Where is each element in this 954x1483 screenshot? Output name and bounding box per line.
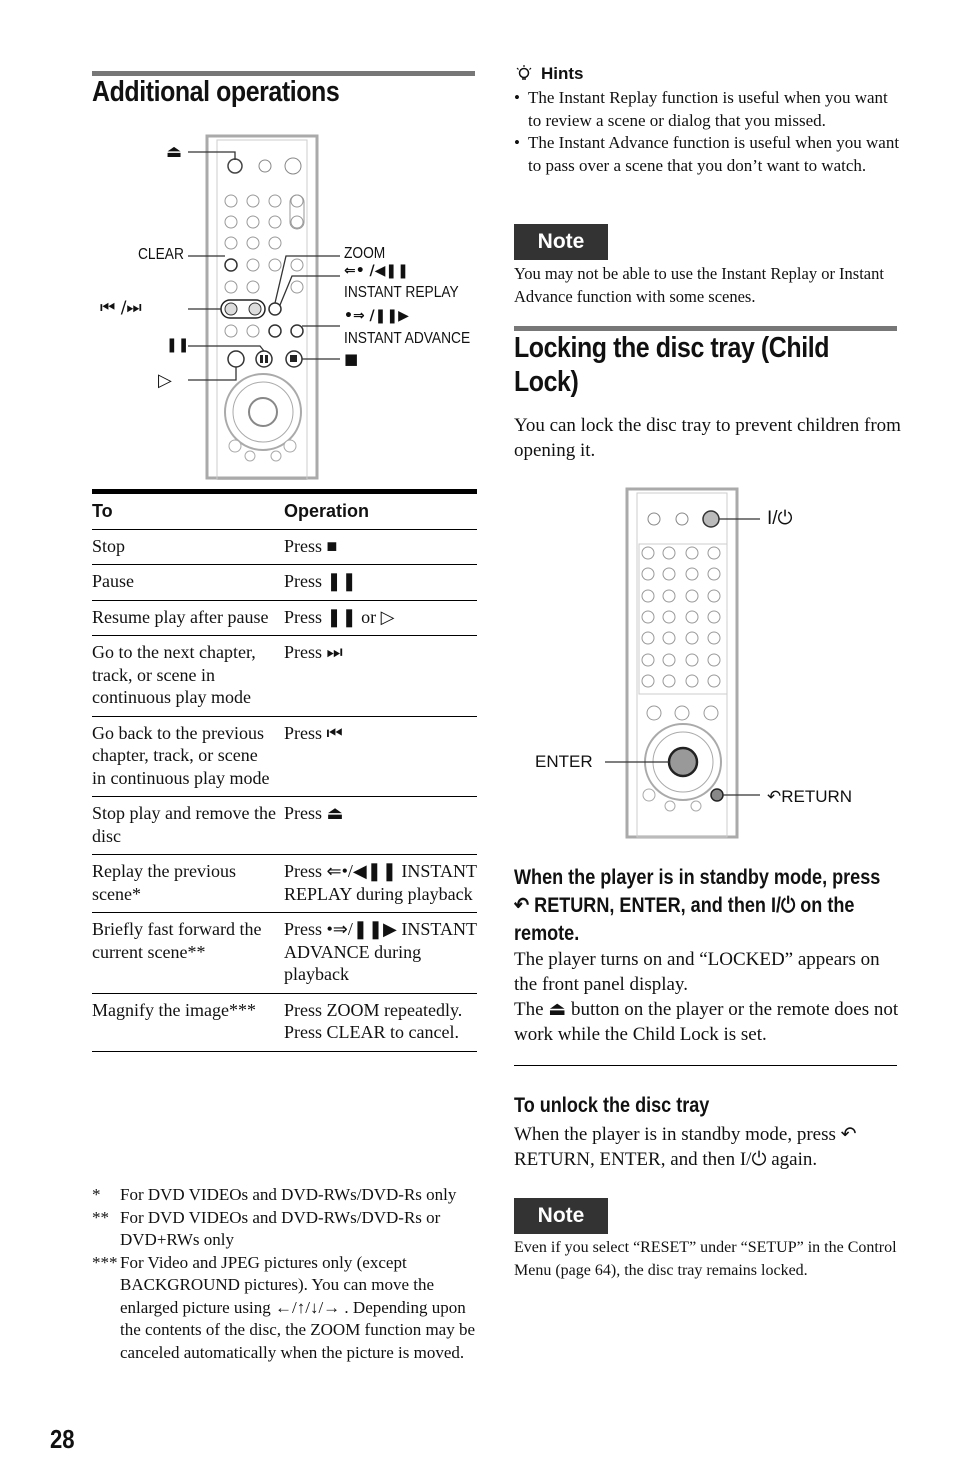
return-label: ↶RETURN	[767, 787, 853, 806]
footnote-mark: **	[92, 1207, 109, 1227]
unlock-heading: To unlock the disc tray	[514, 1094, 710, 1117]
table-row	[92, 797, 477, 855]
page-number: 28	[50, 1424, 75, 1454]
lightbulb-icon	[514, 64, 534, 84]
standby-body-paragraph: The player turns on and “LOCKED” appears on the front panel display.	[514, 949, 880, 995]
table-row	[92, 716, 477, 797]
pause-label: ❚❚	[166, 337, 190, 353]
divider	[514, 1065, 897, 1066]
table-cell-to: Resume play after pause	[92, 600, 284, 636]
stop-label: ■	[344, 350, 359, 368]
unlock-body: When the player is in standby mode, press ↶ RETURN, ENTER, and then I/⏻ again.	[514, 1124, 857, 1170]
power-label: I/⏻	[767, 508, 793, 529]
zoom-label: ZOOM	[344, 245, 386, 262]
note-badge: Note	[514, 1198, 608, 1234]
note-text: You may not be able to use the Instant Replay or Instant Advance function with some scenes.	[514, 264, 884, 306]
advance-symbol: •⇒ /❚❚▶	[344, 308, 409, 324]
table-cell-operation: Press ❚❚	[284, 565, 477, 601]
table-cell-to: Pause	[92, 565, 284, 601]
column-header-to: To	[92, 492, 284, 530]
table-row	[92, 565, 477, 601]
table-cell-to: Stop play and remove the disc	[92, 797, 284, 855]
footnote-text: For Video and JPEG pictures only (except BACKGROUND pictures). You can move the enlarged picture using ←/↑/↓/→ . Depending upon the contents of the disc, the ZOOM function may be canceled automatically when the picture is moved.	[120, 1252, 476, 1362]
table-row	[92, 529, 477, 565]
instant-advance-label: INSTANT ADVANCE	[344, 330, 471, 347]
table-cell-operation: Press ⏮	[284, 716, 477, 797]
table-cell-operation: Press ⇐•/◀❚❚ INSTANT REPLAY during playback	[284, 855, 477, 913]
footnote-text: For DVD VIDEOs and DVD-RWs/DVD-Rs or DVD+RWs only	[120, 1207, 441, 1249]
table-cell-to: Replay the previous scene*	[92, 855, 284, 913]
enter-label: ENTER	[535, 752, 593, 771]
clear-label: CLEAR	[138, 246, 184, 263]
prev-next-label: ⏮ /⏭	[100, 298, 142, 318]
table-row	[92, 913, 477, 994]
table-row	[92, 636, 477, 717]
play-label: ▷	[158, 370, 172, 391]
child-lock-intro: You can lock the disc tray to prevent children from opening it.	[514, 415, 901, 461]
replay-symbol: ⇐• /◀❚❚	[344, 263, 409, 279]
note-text: Even if you select “RESET” under “SETUP” in the Control Menu (page 64), the disc tray remains locked.	[514, 1239, 897, 1279]
table-cell-operation: Press ■	[284, 529, 477, 565]
table-cell-operation: Press ❚❚ or ▷	[284, 600, 477, 636]
operations-table	[92, 489, 477, 1052]
footnote-mark: *	[92, 1185, 101, 1204]
note-badge: Note	[514, 224, 608, 260]
page-heading-child-lock: Locking the disc tray (Child Lock)	[514, 332, 830, 398]
table-cell-to: Stop	[92, 529, 284, 565]
table-cell-to: Go to the next chapter, track, or scene in continuous play mode	[92, 636, 284, 717]
hints-title: Hints	[541, 64, 584, 83]
hints-list	[514, 87, 900, 177]
standby-instruction-heading: When the player is in standby mode, press ↶ RETURN, ENTER, and then I/⏻ on the remote.	[514, 866, 881, 945]
table-cell-operation: Press ZOOM repeatedly. Press CLEAR to cancel.	[284, 993, 477, 1051]
standby-instruction-body	[514, 947, 904, 1047]
footnote	[92, 1252, 477, 1365]
footnote-mark: ***	[92, 1252, 118, 1272]
column-header-operation: Operation	[284, 492, 477, 530]
table-cell-to: Briefly fast forward the current scene**	[92, 913, 284, 994]
footnote-text: For DVD VIDEOs and DVD-RWs/DVD-Rs only	[120, 1185, 457, 1204]
hint-text: The Instant Replay function is useful when you want to review a scene or dialog that you missed.	[528, 88, 888, 130]
footnote	[92, 1184, 477, 1207]
table-cell-to: Go back to the previous chapter, track, or scene in continuous play mode	[92, 716, 284, 797]
table-row	[92, 855, 477, 913]
remote-diagram-child-lock	[600, 484, 800, 839]
table-row	[92, 600, 477, 636]
list-item: • The Instant Advance function is useful when you want to pass over a scene that you don’t want to watch.	[514, 132, 900, 177]
table-cell-operation: Press ⏭	[284, 636, 477, 717]
table-row	[92, 993, 477, 1051]
table-cell-operation: Press •⇒/❚❚▶ INSTANT ADVANCE during playback	[284, 913, 477, 994]
footnote	[92, 1207, 477, 1252]
eject-label: ⏏	[166, 142, 183, 162]
table-cell-to: Magnify the image***	[92, 993, 284, 1051]
table-header-row	[92, 492, 477, 530]
remote-diagram-additional	[90, 130, 480, 480]
list-item: • The Instant Replay function is useful when you want to review a scene or dialog that you missed.	[514, 87, 900, 132]
standby-body-paragraph: The ⏏ button on the player or the remote does not work while the Child Lock is set.	[514, 999, 899, 1045]
footnotes	[92, 1184, 477, 1364]
page-heading-additional-operations: Additional operations	[92, 76, 340, 108]
instant-replay-label: INSTANT REPLAY	[344, 284, 459, 301]
table-cell-operation: Press ⏏	[284, 797, 477, 855]
hint-text: The Instant Advance function is useful when you want to pass over a scene that you don’t want to watch.	[528, 133, 900, 175]
